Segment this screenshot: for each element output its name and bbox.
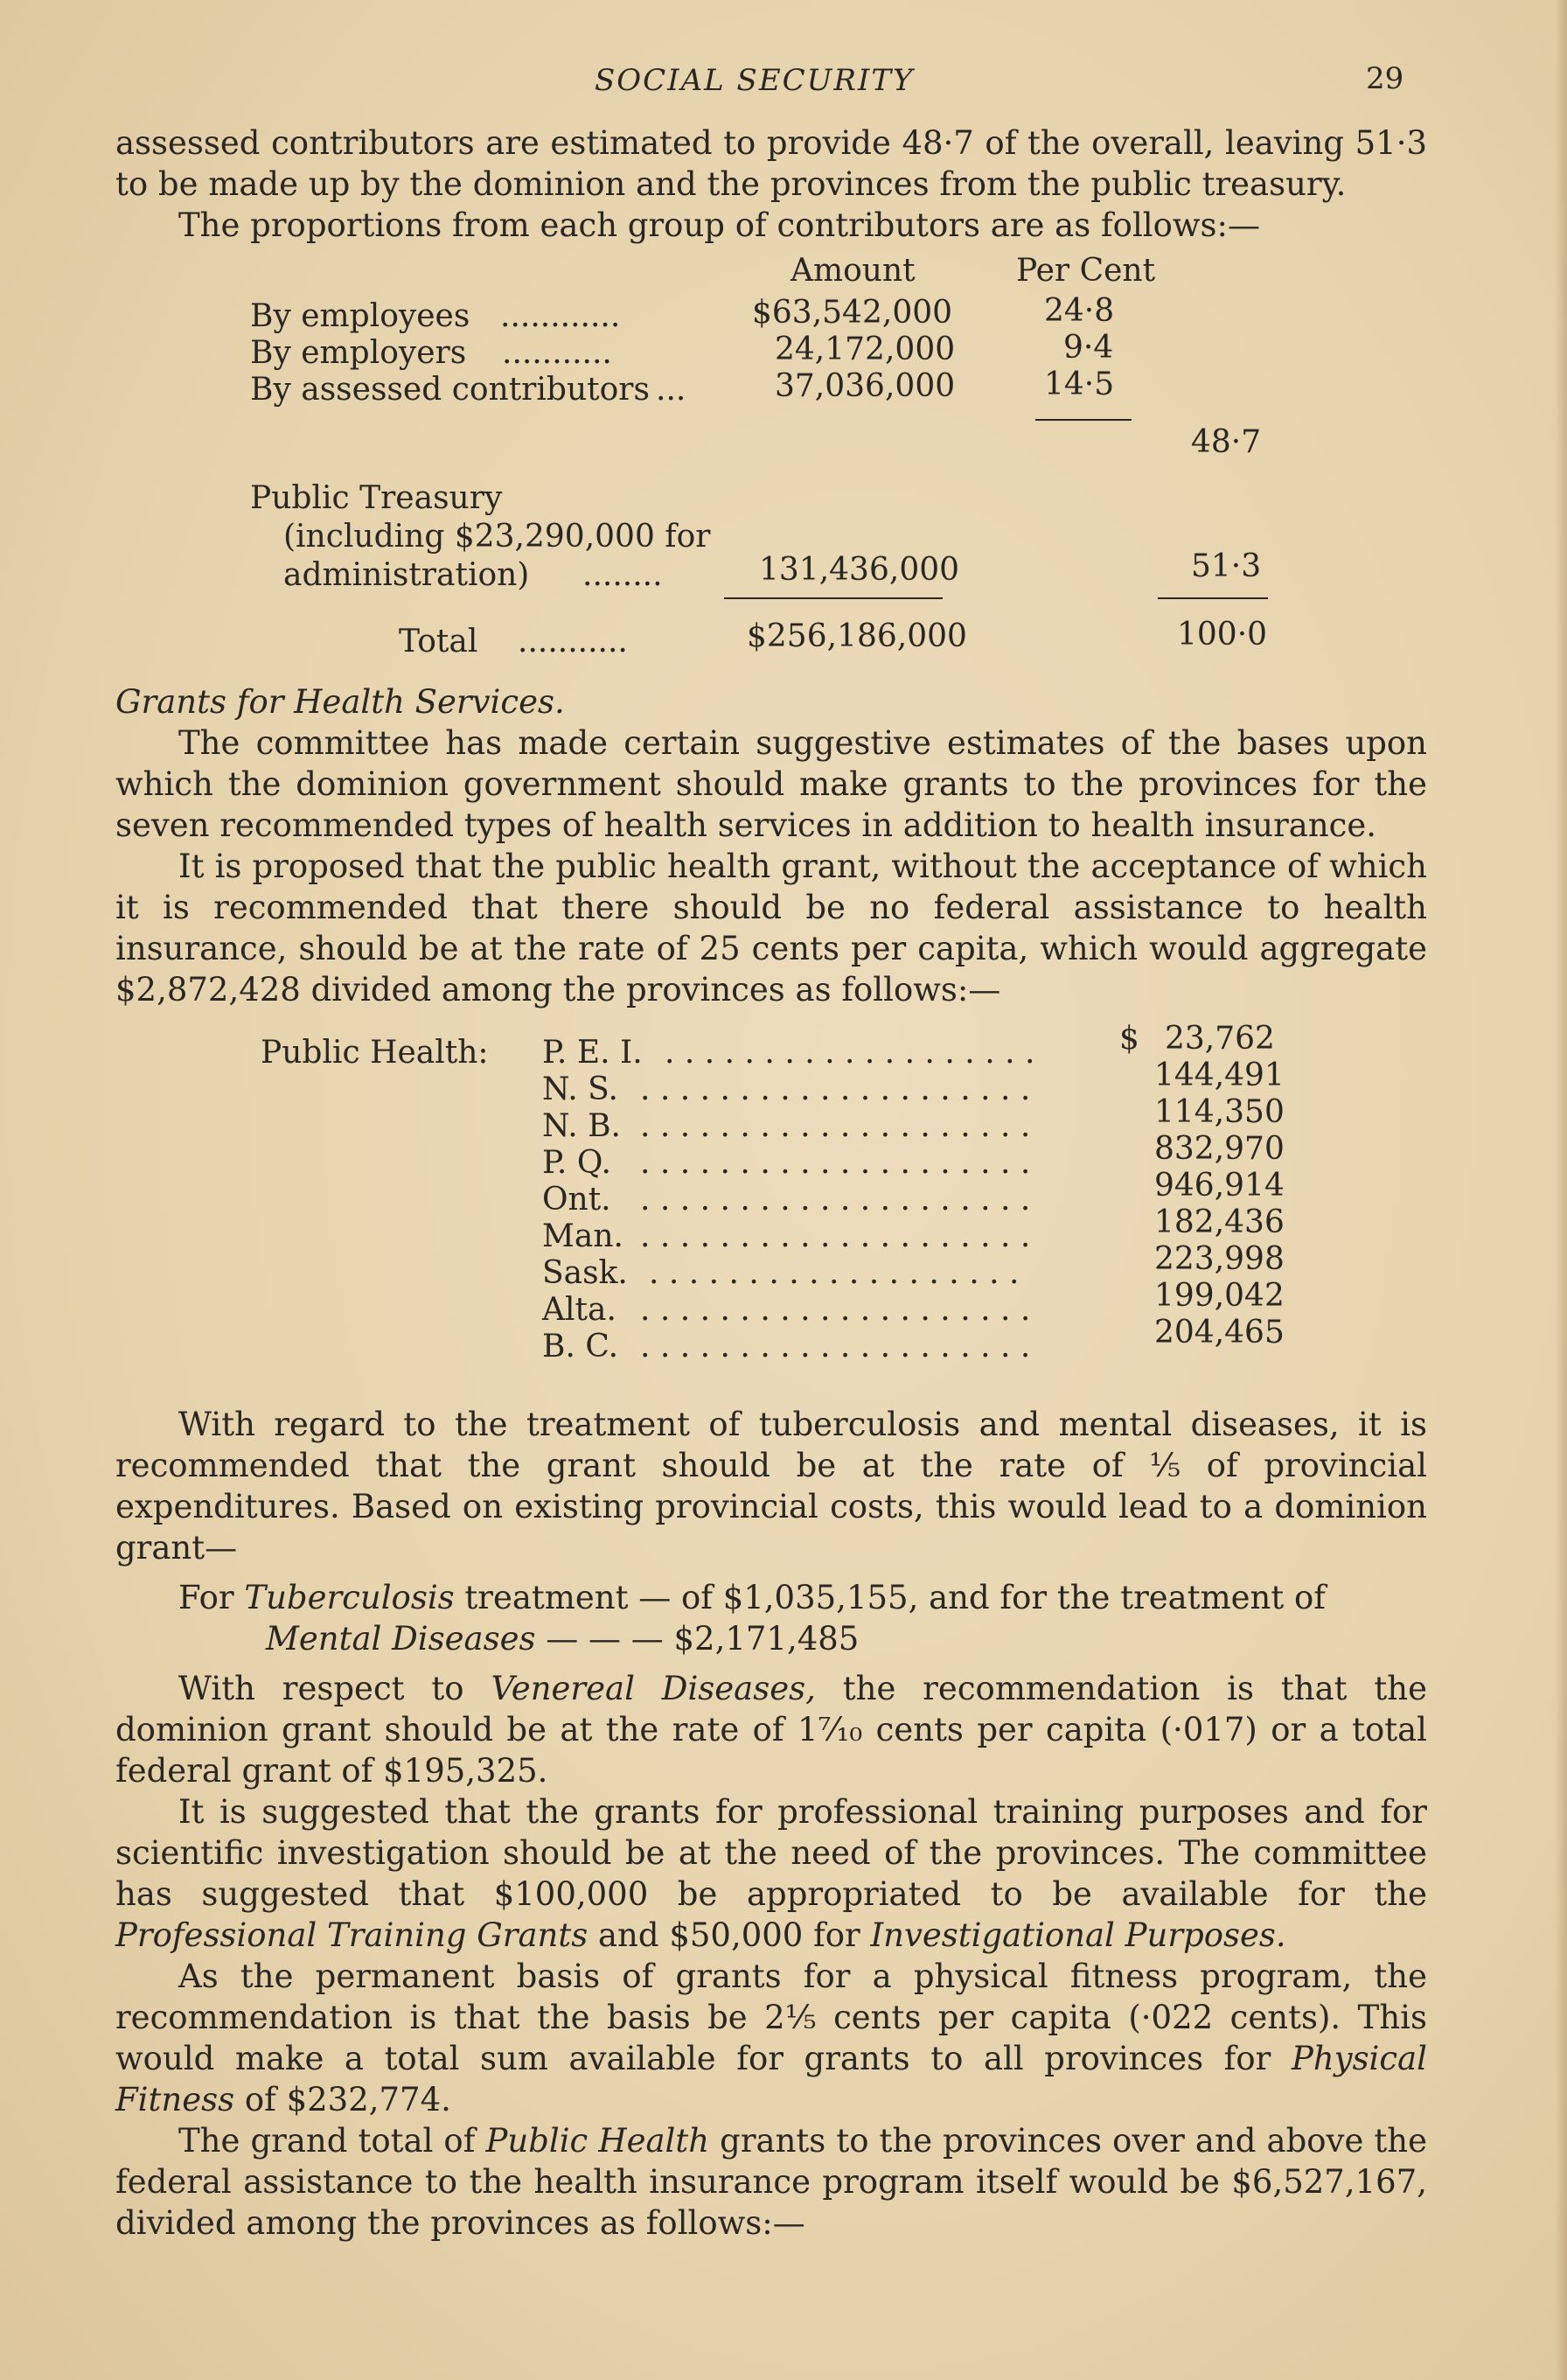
province-amount: 199,042 (1154, 1278, 1285, 1314)
row-dots: ........ (582, 557, 663, 593)
tb-paragraph: With regard to the treatment of tuberculosis and mental diseases, it is recommended that the grant should be at the rate of ⅕ of provincial expenditures. Based on existing provincial costs, this would lead to a dominion grant— (115, 1406, 1427, 1567)
treasury-label: Public Treasury (250, 480, 503, 516)
row-dots: . . . . . . . . . . . . . . . . . . . . (640, 1329, 1031, 1364)
tb-grant-text: treatment — of $1,035,155, and for the treatment of (464, 1579, 1326, 1616)
province-amount: 114,350 (1154, 1094, 1285, 1130)
province-name: Alta. (542, 1292, 616, 1328)
row-label-employees: By employees (250, 298, 470, 334)
public-health-term: Public Health (485, 2122, 710, 2160)
tuberculosis-term: Tuberculosis (244, 1579, 455, 1616)
grand-total-text: The grand total of (178, 2122, 476, 2160)
row-amount-employees: $63,542,000 (752, 295, 953, 331)
tb-grant-line (178, 1577, 1490, 1618)
venereal-term: Venereal Diseases, (491, 1670, 816, 1707)
province-amount: 832,970 (1154, 1131, 1285, 1167)
row-dots: . . . . . . . . . . . . . . . . . . . . (640, 1292, 1031, 1328)
row-label-assessed: By assessed contributors (250, 372, 650, 408)
province-name: N. B. (542, 1108, 621, 1144)
venereal-paragraph (115, 1668, 1427, 1791)
professional-paragraph (115, 1791, 1427, 1956)
mental-diseases-term: Mental Diseases (266, 1620, 536, 1658)
treasury-percent: 51·3 (1191, 548, 1262, 584)
row-dots: . . . . . . . . . . . . . . . . . . . . (640, 1218, 1031, 1254)
province-amount: 144,491 (1154, 1057, 1285, 1093)
province-name: P. Q. (542, 1145, 611, 1181)
province-amount: 182,436 (1154, 1204, 1285, 1240)
intro-lead: The proportions from each group of contributors are as follows:— (178, 206, 1261, 244)
row-dots: . . . . . . . . . . . . . . . . . . . (649, 1255, 1020, 1291)
row-dots: . . . . . . . . . . . . . . . . . . . . (640, 1108, 1031, 1144)
for-word: For (178, 1579, 234, 1616)
province-name: B. C. (542, 1329, 619, 1364)
public-health-label: Public Health: (261, 1035, 489, 1071)
page-edge-shadow (1555, 0, 1567, 2380)
row-dots: . . . . . . . . . . . . . . . . . . . . (640, 1182, 1031, 1218)
investigational-term: Investigational Purposes. (870, 1916, 1286, 1954)
fitness-term: Physical Fitness (115, 2040, 1428, 2118)
mental-grant-line (266, 1618, 1567, 1659)
province-name: N. S. (542, 1071, 618, 1107)
subtotal-percent: 48·7 (1191, 424, 1262, 460)
province-amount: 204,465 (1154, 1315, 1285, 1351)
page-number: 29 (1366, 61, 1404, 96)
row-amount-assessed: 37,036,000 (775, 368, 956, 404)
amount-total-rule (724, 597, 943, 599)
row-dots: . . . . . . . . . . . . . . . . . . . (665, 1035, 1035, 1071)
treasury-label-detail: (including $23,290,000 for (283, 519, 711, 555)
grand-total-text-2: grants to the provinces over and above the federal assistance to the health insurance program itself would be $6,527,167, divided among the provinces as follows:— (115, 2122, 1427, 2242)
total-label: Total (399, 624, 478, 660)
percent-total-rule (1158, 597, 1268, 599)
public-health-table (115, 1016, 1427, 1392)
venereal-text: the recommendation is that the dominion grant should be at the rate of 1⁷⁄₁₀ cents per capita (·017) or a total federal grant of $195,325. (115, 1670, 1427, 1790)
fitness-text: As the permanent basis of grants for a physical fitness program, the recommendation is that the basis be 2⅕ cents per capita (·022 cents). This would make a total sum available for grants to all provinces for (115, 1958, 1427, 2077)
fitness-text-2: of $232,774. (244, 2081, 451, 2118)
section-heading-grants: Grants for Health Services. (115, 683, 565, 721)
row-dots: . . . . . . . . . . . . . . . . . . . . (640, 1071, 1031, 1107)
total-percent: 100·0 (1177, 617, 1268, 653)
row-percent-employers: 9·4 (1063, 330, 1114, 366)
page-body (115, 122, 1427, 2244)
grants-paragraph-1: The committee has made certain suggestive estimates of the bases upon which the dominion government should make grants to the provinces for the seven recommended types of health services in addition to health insurance. (115, 724, 1427, 844)
province-amount: 23,762 (1165, 1021, 1275, 1057)
treasury-amount: 131,436,000 (759, 552, 960, 588)
province-name: Man. (542, 1218, 623, 1254)
professional-term: Professional Training Grants (115, 1916, 588, 1954)
currency-symbol: $ (1119, 1021, 1139, 1057)
mental-grant-text: — — — $2,171,485 (546, 1620, 860, 1658)
fitness-paragraph (115, 1956, 1427, 2120)
grand-total-paragraph (115, 2120, 1427, 2244)
row-dots: ... (656, 372, 686, 408)
grants-paragraph-2: It is proposed that the public health grant, without the acceptance of which it is recommended that there should be no federal assistance to health insurance, should be at the rate of 25 cents per capita, which would aggregate $2,872,428 divided among the provinces as follows:— (115, 848, 1427, 1009)
province-name: Ont. (542, 1182, 611, 1218)
professional-text-2: and $50,000 for (597, 1916, 860, 1954)
venereal-prefix: With respect to (178, 1670, 464, 1707)
column-header-amount: Amount (790, 253, 916, 289)
running-header: SOCIAL SECURITY (595, 63, 915, 98)
row-amount-employers: 24,172,000 (775, 332, 956, 367)
province-amount: 946,914 (1154, 1168, 1285, 1204)
intro-paragraph: assessed contributors are estimated to provide 48·7 of the overall, leaving 51·3 to be made up by the dominion and the provinces from the public treasury. (115, 124, 1427, 203)
column-header-percent: Per Cent (1016, 253, 1156, 289)
row-dots: ............ (500, 298, 621, 334)
contributions-table (115, 253, 1427, 673)
row-percent-assessed: 14·5 (1044, 366, 1115, 402)
subtotal-rule (1035, 419, 1132, 421)
row-label-employers: By employers (250, 335, 467, 371)
province-amount: 223,998 (1154, 1241, 1285, 1277)
row-dots: . . . . . . . . . . . . . . . . . . . . (640, 1145, 1031, 1181)
province-name: Sask. (542, 1255, 628, 1291)
table-row (115, 1315, 1427, 1365)
province-name: P. E. I. (542, 1035, 643, 1071)
total-amount: $256,186,000 (747, 618, 967, 654)
row-dots: ........... (518, 624, 628, 660)
treasury-label-admin: administration) (283, 557, 530, 593)
row-dots: ........... (502, 335, 612, 371)
row-percent-employees: 24·8 (1044, 293, 1115, 329)
tb-mental-grant-block (115, 1577, 1427, 1659)
professional-text: It is suggested that the grants for professional training purposes and for scientific investigation should be at the need of the provinces. The committee has suggested that $100,000 be appropriated to be available for the (115, 1793, 1427, 1913)
